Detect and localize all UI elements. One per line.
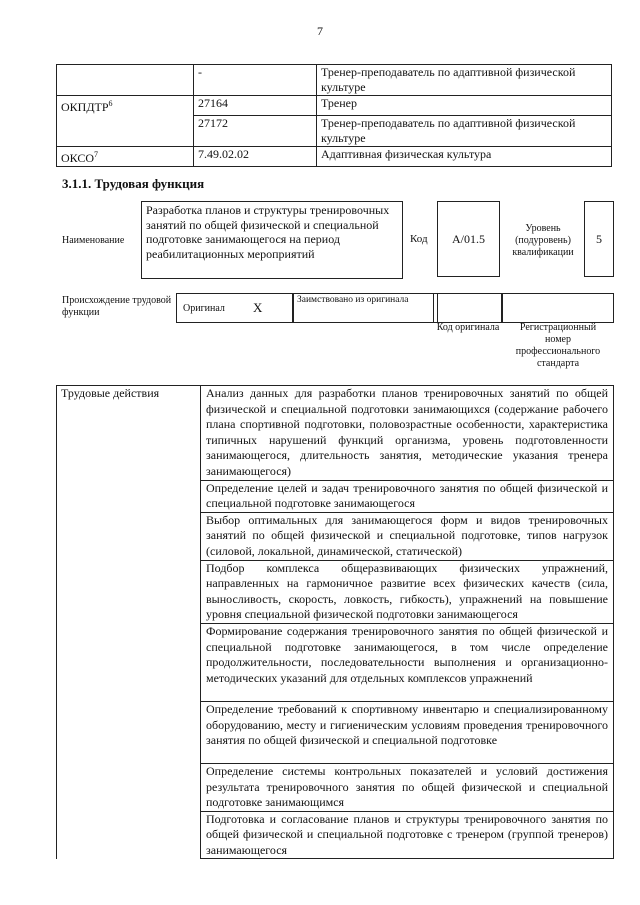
labor-action-item: Выбор оптимальных для занимающегося форм и видов тренировочных занятий по общей физической и специальной подготовке, типов нагрузок (силовой, локальной, динамической, статической) — [201, 512, 614, 560]
level-value-box: 5 — [584, 201, 614, 277]
table-cell-title: Тренер-преподаватель по адаптивной физической культуре — [317, 115, 612, 146]
code-label: Код — [410, 233, 428, 245]
function-name-box: Разработка планов и структуры тренировочных занятий по общей физической и специальной подготовке занимающегося на период реабилитационных мероприятий — [141, 201, 403, 279]
table-cell-label — [57, 146, 194, 166]
name-label: Наименование — [62, 235, 125, 246]
table-cell-label — [57, 96, 194, 116]
borrowed-box: Заимствовано из оригинала — [292, 293, 438, 323]
classification-table — [56, 64, 612, 167]
table-cell-title: Тренер — [317, 96, 612, 116]
table-row — [57, 115, 612, 146]
okpdtr-label: ОКПДТР — [61, 100, 109, 114]
labor-action-item: Анализ данных для разработки планов тренировочных занятий по общей физической и специальной подготовки занимающихся (содержание рабочего плана спортивной подготовки, половозрастные особенности, характеристика типичных нарушений функций организма, уровень подготовленности занимающегося, длительность занятия, методические указания тренера занимающегося) — [201, 386, 614, 481]
original-code-box — [433, 293, 503, 323]
footnote-ref: 6 — [108, 99, 113, 108]
original-mark: X — [253, 300, 263, 315]
original-box — [176, 293, 294, 323]
table-cell-code: 27164 — [194, 96, 317, 116]
table-cell-code: 27172 — [194, 115, 317, 146]
table-cell-title: Тренер-преподаватель по адаптивной физической культуре — [317, 65, 612, 96]
origin-label: Происхождение трудовой функции — [62, 295, 172, 318]
labor-actions-label: Трудовые действия — [57, 386, 201, 859]
okso-label: ОКСО — [61, 150, 95, 165]
labor-actions-table — [56, 385, 614, 859]
table-row — [57, 96, 612, 116]
table-cell-code: 7.49.02.02 — [194, 146, 317, 166]
table-cell-code: - — [194, 65, 317, 96]
reg-number-box — [501, 293, 614, 323]
labor-action-item: Подготовка и согласование планов и структуры тренировочного занятия по общей физической и специальной подготовке с тренером (группой тренеров) занимающегося — [201, 811, 614, 859]
function-code-box: А/01.5 — [437, 201, 500, 277]
table-row — [57, 65, 612, 96]
page-number: 7 — [317, 24, 323, 38]
footnote-ref: 7 — [94, 149, 99, 159]
level-label: Уровень (подуровень) квалификации — [512, 223, 574, 258]
table-row — [57, 146, 612, 166]
reg-caption: Регистрационный номер профессионального стандарта — [515, 322, 601, 369]
labor-action-item: Определение системы контрольных показателей и условий достижения результата тренировочного занятия по общей физической и специальной подготовке занимающимся — [201, 763, 614, 811]
original-label: Оригинал — [183, 303, 225, 314]
labor-action-item: Определение целей и задач тренировочного занятия по общей физической и специальной подготовке занимающегося — [201, 480, 614, 512]
table-row — [57, 386, 614, 481]
code-caption: Код оригинала — [436, 322, 500, 333]
labor-action-item: Подбор комплекса общеразвивающих физических упражнений, направленных на гармоничное развитие всех физических качеств (сила, выносливость, скорость, ловкость, гибкость), упражнений на повышение уровня специальной физической подготовки занимающегося — [201, 560, 614, 623]
labor-action-item: Определение требований к спортивному инвентарю и специализированному оборудованию, месту и гигиеническим условиям проведения тренировочного занятия по общей физической и специальной подготовке — [201, 701, 614, 763]
labor-action-item: Формирование содержания тренировочного занятия по общей физической и специальной подготовке занимающегося, в том числе определение продолжительности, последовательности выполнения и организационно-методических указаний для отдельных комплексов упражнений — [201, 623, 614, 701]
section-title: 3.1.1. Трудовая функция — [62, 176, 205, 191]
table-cell-title: Адаптивная физическая культура — [317, 146, 612, 166]
table-cell-label — [57, 65, 194, 96]
table-cell-label — [57, 115, 194, 146]
